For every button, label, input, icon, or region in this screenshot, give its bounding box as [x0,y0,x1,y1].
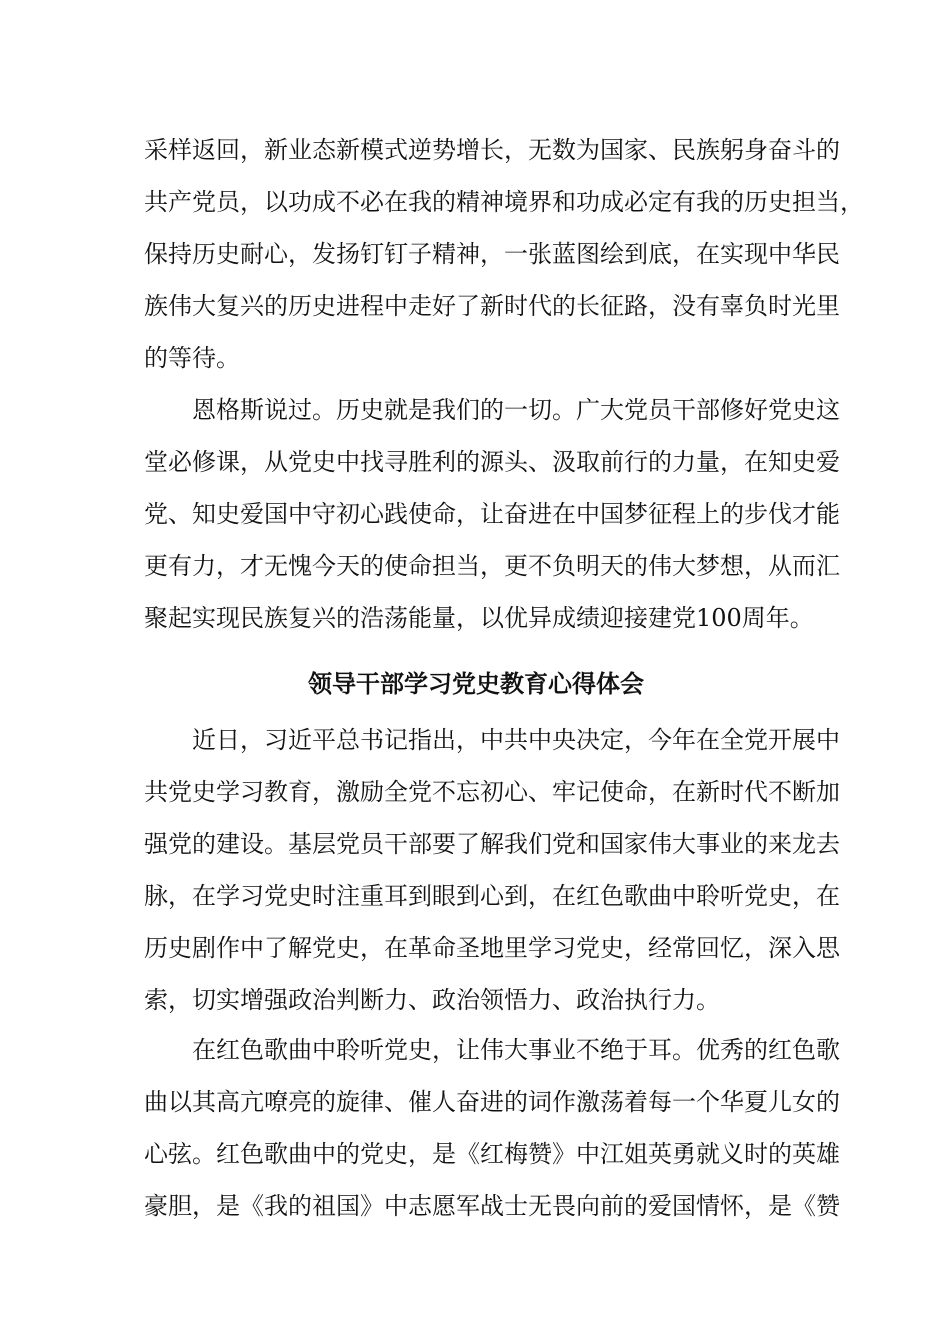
paragraph-engels [144,384,840,644]
text-line: 心弦。红色歌曲中的党史，是《红梅赞》中江姐英勇就义时的英雄 [144,1140,840,1168]
text-line: 党、知史爱国中守初心践使命，让奋进在中国梦征程上的步伐才能 [144,500,840,528]
text-line: 堂必修课，从党史中找寻胜利的源头、汲取前行的力量，在知史爱 [144,448,840,476]
text-line: 豪胆，是《我的祖国》中志愿军战士无畏向前的爱国情怀，是《赞 [144,1192,840,1220]
text-line: 采样返回，新业态新模式逆势增长，无数为国家、民族躬身奋斗的 [144,136,840,164]
section-heading: 领导干部学习党史教育心得体会 [308,670,644,698]
paragraph-continued [144,124,864,384]
text-line: 族伟大复兴的历史进程中走好了新时代的长征路，没有辜负时光里 [144,292,840,320]
text-line: 近日，习近平总书记指出，中共中央决定，今年在全党开展中 [192,726,840,754]
text-line: 恩格斯说过。历史就是我们的一切。广大党员干部修好党史这 [192,396,840,424]
text-line: 历史剧作中了解党史，在革命圣地里学习党史，经常回忆，深入思 [144,934,840,962]
text-line: 聚起实现民族复兴的浩荡能量，以优异成绩迎接建党100周年。 [144,604,814,632]
text-line: 在红色歌曲中聆听党史，让伟大事业不绝于耳。优秀的红色歌 [192,1036,840,1064]
text-line: 保持历史耐心，发扬钉钉子精神，一张蓝图绘到底，在实现中华民 [144,240,840,268]
text-line: 的等待。 [144,344,240,372]
text-line: 索，切实增强政治判断力、政治领悟力、政治执行力。 [144,986,720,1014]
text-line: 共产党员，以功成不必在我的精神境界和功成必定有我的历史担当， [144,188,864,216]
text-line: 更有力，才无愧今天的使命担当，更不负明天的伟大梦想，从而汇 [144,552,840,580]
text-line: 强党的建设。基层党员干部要了解我们党和国家伟大事业的来龙去 [144,830,840,858]
text-line: 脉，在学习党史时注重耳到眼到心到，在红色歌曲中聆听党史，在 [144,882,840,910]
paragraph-red-songs [144,1024,840,1232]
paragraph-intro [144,714,840,1026]
text-line: 曲以其高亢嘹亮的旋律、催人奋进的词作激荡着每一个华夏儿女的 [144,1088,840,1116]
text-line: 共党史学习教育，激励全党不忘初心、牢记使命，在新时代不断加 [144,778,840,806]
